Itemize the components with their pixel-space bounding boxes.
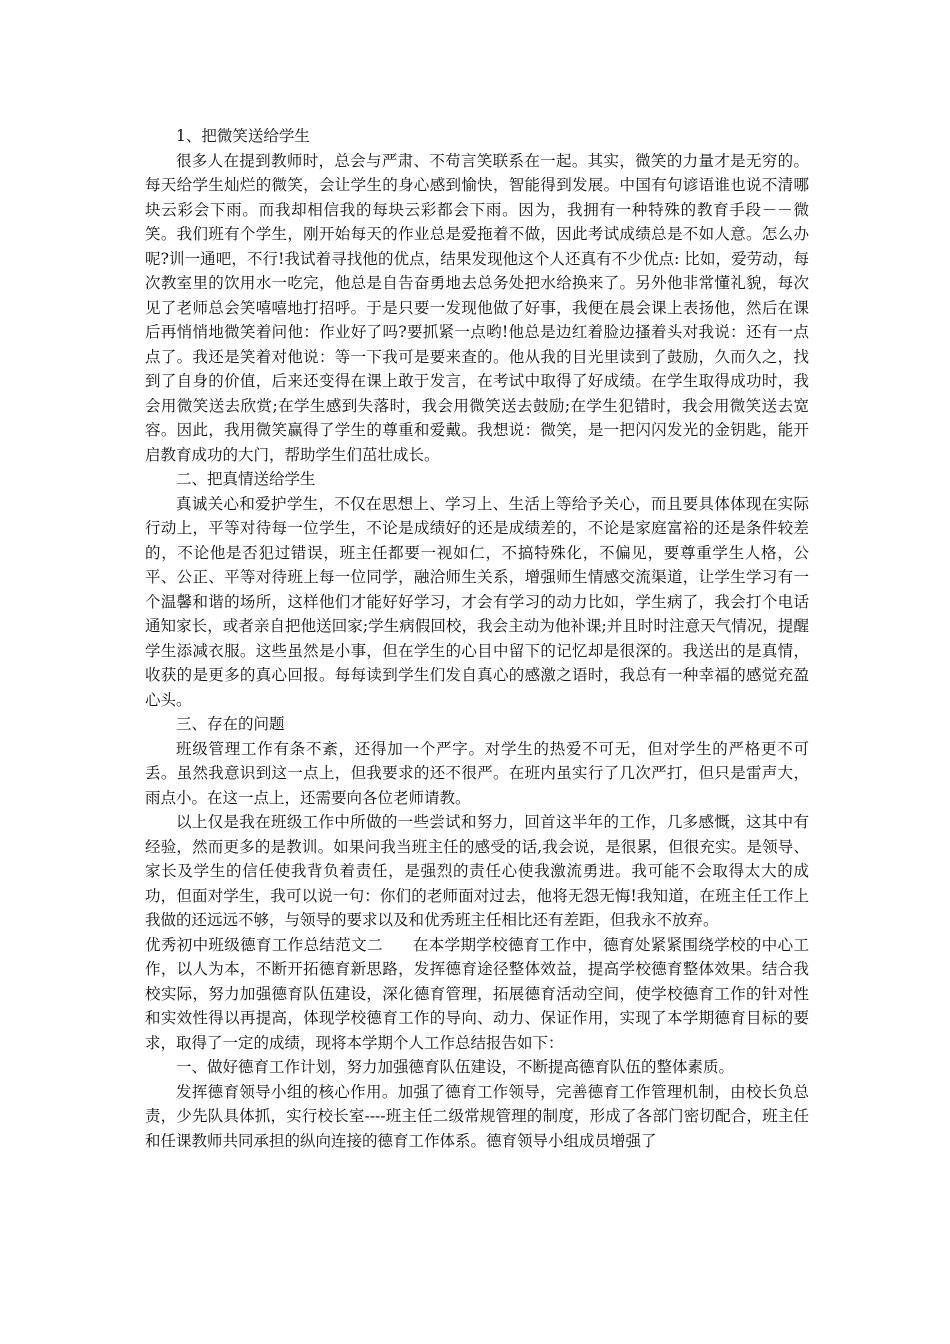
document-page — [145, 124, 809, 1153]
paragraph-closing: 以上仅是我在班级工作中所做的一些尝试和努力，回首这半年的工作，几多感慨，这其中有经验，然而更多的是教训。如果问我当班主任的感受的话,我会说，是很累，但很充实。是领导、家长及学生的信任使我背负着责任，是强烈的责任心使我激流勇进。我可能不会取得太大的成功，但面对学生，我可以说一句：你们的老师面对过去，他将无怨无悔!我知道，在班主任工作上我做的还远远不够，与领导的要求以及和优秀班主任相比还有差距，但我永不放弃。 — [145, 813, 809, 929]
paragraph-problems: 班级管理工作有条不紊，还得加一个严字。对学生的热爱不可无，但对学生的严格更不可丢。虽然我意识到这一点上，但我要求的还不很严。在班内虽实行了几次严打，但只是雷声大，雨点小。在这一点上，还需要向各位老师请教。 — [145, 739, 809, 807]
paragraph-sincerity: 真诚关心和爱护学生，不仅在思想上、学习上、生活上等给予关心，而且要具体体现在实际行动上，平等对待每一位学生，不论是成绩好的还是成绩差的，不论是家庭富裕的还是条件较差的，不论他是否犯过错误，班主任都要一视如仁，不搞特殊化，不偏见，要尊重学生人格，公平、公正、平等对待班上每一位同学，融洽师生关系，增强师生情感交流渠道，让学生学习有一个温馨和谐的场所，这样他们才能好好学习，才会有学习的动力比如，学生病了，我会打个电话通知家长，或者亲自把他送回家;学生病假回校，我会主动为他补课;并且时时注意天气情况，提醒学生添减衣服。这些虽然是小事，但在学生的心目中留下的记忆却是很深的。我送出的是真情，收获的是更多的真心回报。每每读到学生们发自真心的感激之语时，我总有一种幸福的感觉充盈心头。 — [145, 494, 809, 709]
article2-paragraph-1: 发挥德育领导小组的核心作用。加强了德育工作领导，完善德育工作管理机制，由校长负总责，少先队具体抓，实行校长室----班主任二级常规管理的制度，形成了各部门密切配合，班主任和任课教师共同承担的纵向连接的德育工作体系。德育领导小组成员增强了 — [145, 1082, 809, 1150]
paragraph-smile: 很多人在提到教师时，总会与严肃、不苟言笑联系在一起。其实，微笑的力量才是无穷的。每天给学生灿烂的微笑，会让学生的身心感到愉快，智能得到发展。中国有句谚语谁也说不清哪块云彩会下雨。而我却相信我的每块云彩都会下雨。因为，我拥有一种特殊的教育手段－－微笑。我们班有个学生，刚开始每天的作业总是爱拖着不做，因此考试成绩总是不如人意。怎么办呢?训一通吧，不行!我试着寻找他的优点，结果发现他这个人还真有不少优点: 比如，爱劳动，每次教室里的饮用水一吃完，他总是自告奋勇地去总务处把水给换来了。另外他非常懂礼貌，每次见了老师总会笑嘻嘻地打招呼。于是只要一发现他做了好事，我便在晨会课上表扬他，然后在课后再悄悄地微笑着问他：作业好了吗?要抓紧一点哟!他总是边红着脸边搔着头对我说：还有一点点了。我还是笑着对他说：等一下我可是要来查的。他从我的目光里读到了鼓励，久而久之，找到了自身的价值，后来还变得在课上敢于发言，在考试中取得了好成绩。在学生取得成功时，我会用微笑送去欣赏;在学生感到失落时，我会用微笑送去鼓励;在学生犯错时，我会用微笑送去宽容。因此，我用微笑赢得了学生的尊重和爱戴。我想说：微笑，是一把闪闪发光的金钥匙，能开启教育成功的大门，帮助学生们茁壮成长。 — [145, 151, 809, 464]
section-heading-smile: 1、把微笑送给学生 — [176, 127, 310, 145]
section-heading-problems: 三、存在的问题 — [176, 715, 285, 733]
article2-intro: 在本学期学校德育工作中，德育处紧紧围绕学校的中心工作，以人为本，不断开拓德育新思路，发挥德育途径整体效益，提高学校德育整体效果。结合我校实际，努力加强德育队伍建设，深化德育管理，拓展德育活动空间，使学校德育工作的针对性和实效性得以再提高，体现学校德育工作的导向、动力、保证作用，实现了本学期德育目标的要求，取得了一定的成绩，现将本学期个人工作总结报告如下： — [145, 935, 809, 1052]
article2-heading-1: 一、做好德育工作计划，努力加强德育队伍建设，不断提高德育队伍的整体素质。 — [176, 1058, 735, 1076]
article2-intro-block — [145, 933, 809, 1056]
article2-title: 优秀初中班级德育工作总结范文二 — [145, 935, 383, 954]
section-heading-sincerity: 二、把真情送给学生 — [176, 470, 316, 488]
